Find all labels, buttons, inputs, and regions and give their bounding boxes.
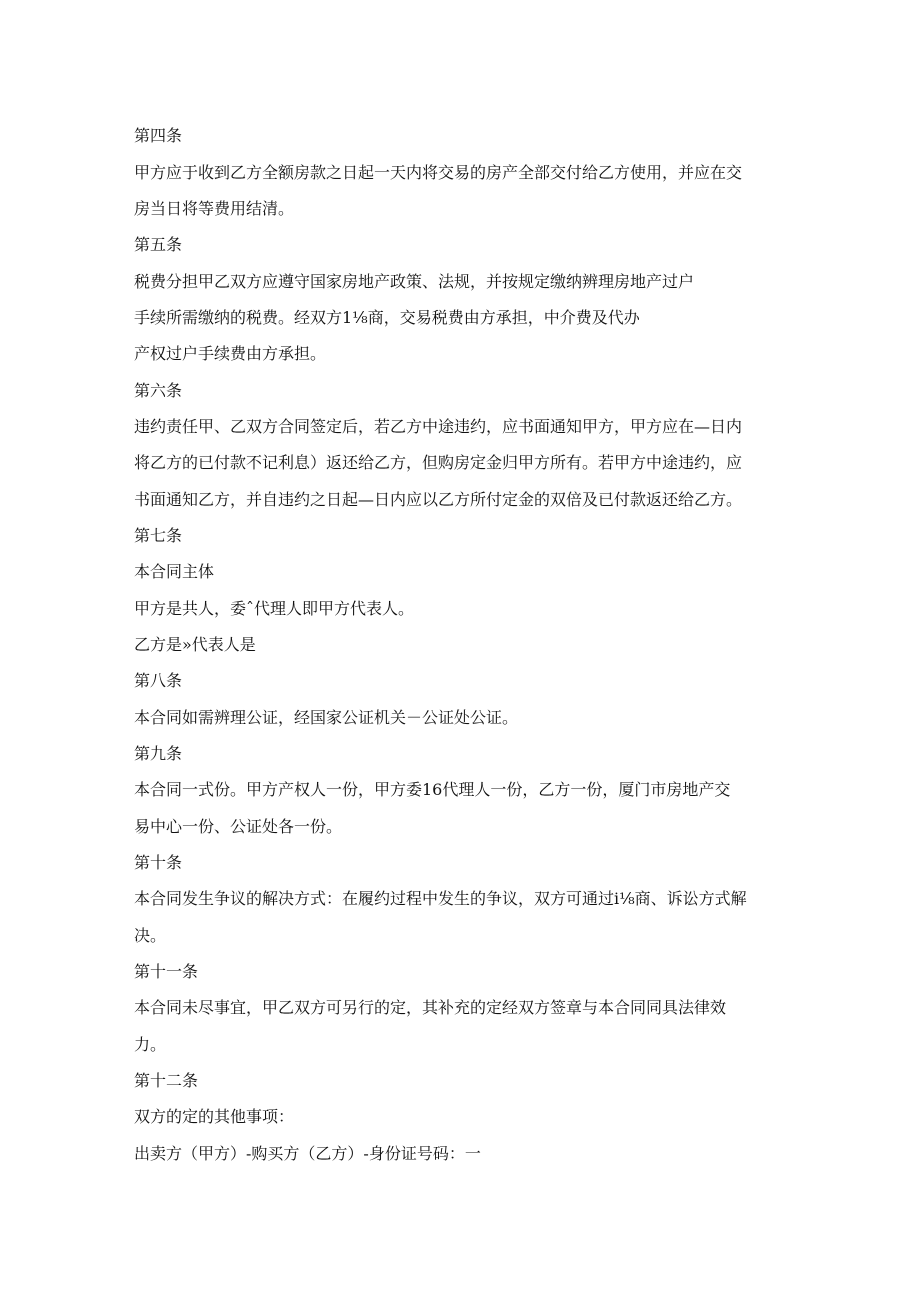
article-5-text-line-2: 手续所需缴纳的税费。经双方1⅛商，交易税费由方承担，中介费及代办 <box>134 308 640 327</box>
article-8-heading: 第八条 <box>134 671 183 690</box>
article-7-heading: 第七条 <box>134 526 183 545</box>
article-11-text-line-1: 本合同未尽事宜，甲乙双方可另行的定，其补充的定经双方签章与本合同同具法律效 <box>134 998 727 1017</box>
article-11-heading: 第十一条 <box>134 962 199 981</box>
article-10-heading: 第十条 <box>134 853 183 872</box>
article-4-heading: 第四条 <box>134 126 183 145</box>
article-4-text-line-2: 房当日将等费用结清。 <box>134 199 295 218</box>
article-12-heading: 第十二条 <box>134 1071 199 1090</box>
article-6-text-line-3: 书面通知乙方，并自违约之日起—日内应以乙方所付定金的双倍及已付款返还给乙方。 <box>134 490 743 509</box>
article-12-text-line-1: 双方的定的其他事项： <box>134 1107 295 1126</box>
article-7-text-line-2: 甲方是共人，委ˆ代理人即甲方代表人。 <box>134 599 415 618</box>
article-8-text-line-1: 本合同如需辨理公证，经国家公证机关－公证处公证。 <box>134 708 519 727</box>
article-9-heading: 第九条 <box>134 744 183 763</box>
article-11-text-line-2: 力。 <box>134 1035 167 1054</box>
article-5-text-line-1: 税费分担甲乙双方应遵守国家房地产政策、法规，并按规定缴纳辨理房地产过户 <box>134 272 695 291</box>
article-5-heading: 第五条 <box>134 235 183 254</box>
article-7-text-line-1: 本合同主体 <box>134 562 215 581</box>
article-9-text-line-2: 易中心一份、公证处各一份。 <box>134 817 343 836</box>
article-6-heading: 第六条 <box>134 381 183 400</box>
article-6-text-line-2: 将乙方的已付款不记利息）返还给乙方，但购房定金归甲方所有。若甲方中途违约，应 <box>134 453 743 472</box>
article-10-text-line-1: 本合同发生争议的解决方式：在履约过程中发生的争议，双方可通过i⅛商、诉讼方式解 <box>134 889 747 908</box>
article-9-text-line-1: 本合同一式份。甲方产权人一份，甲方委16代理人一份，乙方一份，厦门市房地产交 <box>134 780 731 799</box>
article-4-text-line-1: 甲方应于收到乙方全额房款之日起一天内将交易的房产全部交付给乙方使用，并应在交 <box>134 163 743 182</box>
article-12-text-line-2: 出卖方（甲方）-购买方（乙方）-身份证号码：一 <box>134 1144 481 1163</box>
article-7-text-line-3: 乙方是»代表人是 <box>134 635 256 654</box>
article-5-text-line-3: 产权过户手续费由方承担。 <box>134 344 327 363</box>
article-10-text-line-2: 决。 <box>134 926 167 945</box>
article-6-text-line-1: 违约责任甲、乙双方合同签定后，若乙方中途违约，应书面通知甲方，甲方应在—日内 <box>134 417 743 436</box>
